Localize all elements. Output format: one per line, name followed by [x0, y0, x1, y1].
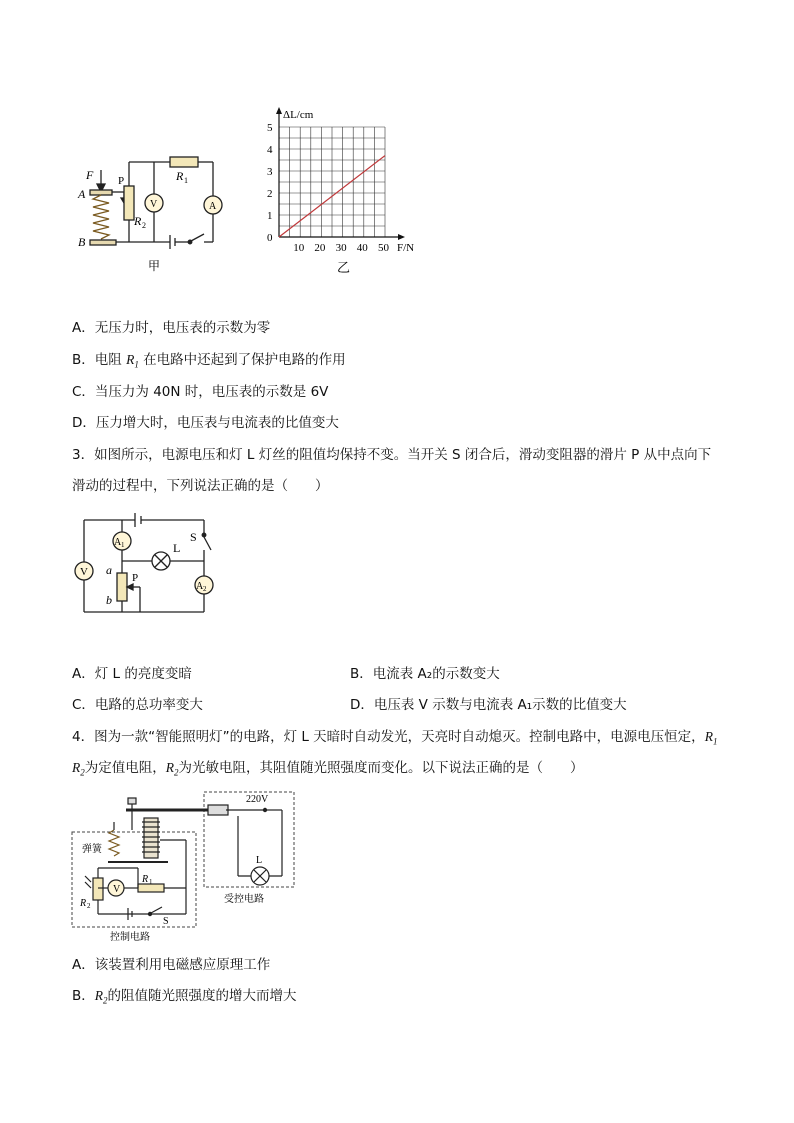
q4-stem-line1-text: 4．图为一款“智能照明灯”的电路，灯 L 天暗时自动发光，天亮时自动熄灭。控制电路中，电源电压恒定，: [72, 729, 705, 745]
q3-voltmeter-symbol: V: [80, 566, 88, 578]
y-tick-label: 1: [267, 210, 273, 222]
q3-ammeter2-symbol: A: [196, 581, 204, 592]
q3-option-c[interactable]: C．电路的总功率变大: [72, 697, 203, 713]
x-tick-label: 10: [293, 242, 305, 254]
plate-a-label: A: [78, 187, 86, 201]
y-tick-label: 0: [267, 232, 273, 244]
q3-circuit-diagram: [70, 508, 230, 623]
y-tick-label: 5: [267, 122, 273, 134]
q2-option-b-post: 在电路中还起到了保护电路的作用: [138, 352, 346, 368]
q3-stem-line1: 3．如图所示，电源电压和灯 L 灯丝的阻值均保持不变。当开关 S 闭合后，滑动变阻器的滑片 P 从中点向下: [72, 447, 712, 463]
q4-voltmeter-symbol: V: [113, 884, 121, 895]
q4-stem-line2-var1: R: [72, 760, 81, 775]
smart-light-circuit-diagram: [68, 790, 298, 945]
q3-lamp-label: L: [173, 541, 181, 555]
q3-end-a-label: a: [106, 563, 112, 577]
q4-switch-label: S: [163, 916, 169, 927]
circuit-caption: 甲: [148, 259, 161, 273]
q4-stem-line2-sub2: 2: [174, 767, 179, 778]
plate-b-label: B: [78, 235, 86, 249]
r1-label: R: [176, 169, 184, 183]
q4-option-b-pre: B．: [72, 988, 95, 1004]
slider-p-label: P: [118, 175, 125, 187]
q2-option-a[interactable]: A．无压力时，电压表的示数为零: [72, 320, 271, 336]
graph-caption: 乙: [337, 260, 351, 275]
voltmeter-symbol: V: [150, 199, 158, 210]
q3-stem-line2: 滑动的过程中，下列说法正确的是（ ）: [72, 478, 329, 494]
q4-stem-line2-sub1: 2: [80, 767, 85, 778]
q3-ammeter1-sub: 1: [121, 541, 125, 549]
q4-stem-line2-mid: 为定值电阻，: [84, 760, 166, 776]
q4-option-a[interactable]: A．该装置利用电磁感应原理工作: [72, 957, 271, 973]
q4-stem-line1-sub: 1: [712, 736, 718, 747]
y-tick-label: 4: [267, 144, 273, 156]
r2-label: R: [134, 214, 142, 228]
spring-label: 弹簧: [82, 844, 102, 855]
x-tick-label: 20: [314, 242, 326, 254]
force-label: F: [86, 168, 94, 182]
q4-stem-line2: [72, 758, 584, 783]
y-tick-label: 3: [267, 166, 273, 178]
q2-option-b-sub: 1: [134, 359, 139, 370]
q4-r1-label: R: [142, 874, 149, 885]
q3-end-b-label: b: [106, 593, 112, 607]
x-axis-label: F/N: [397, 242, 415, 254]
q4-r2-sub: 2: [87, 902, 91, 910]
x-tick-label: 50: [378, 242, 389, 254]
q4-stem-line2-post: 为光敏电阻，其阻值随光照强度而变化。以下说法正确的是（ ）: [178, 760, 584, 776]
control-circuit-caption: 控制电路: [110, 932, 150, 943]
x-tick-label: 40: [356, 242, 368, 254]
q4-lamp-label: L: [256, 855, 263, 866]
q4-option-b[interactable]: [72, 986, 297, 1011]
y-axis-arrow: [276, 107, 282, 114]
q2-option-d[interactable]: D．压力增大时，电压表与电流表的比值变大: [72, 415, 339, 431]
q4-stem-line2-var2: R: [165, 760, 174, 775]
q4-option-b-sub: 2: [103, 995, 108, 1006]
q4-stem-line1-var: R: [704, 729, 713, 744]
x-tick-label: 30: [335, 242, 347, 254]
q4-r2-label: R: [80, 898, 87, 909]
ammeter-symbol: A: [209, 201, 217, 212]
q2-option-b-var: R: [126, 352, 135, 367]
q2-option-b[interactable]: [72, 350, 346, 375]
r2-subscript: 2: [142, 221, 146, 230]
q2-option-c[interactable]: C．当压力为 40N 时，电压表的示数是 6V: [72, 384, 329, 400]
q4-stem-line1: [72, 727, 717, 752]
r1-subscript: 1: [184, 176, 188, 185]
q3-ammeter2-sub: 2: [203, 585, 207, 593]
q3-option-b[interactable]: B．电流表 A₂的示数变大: [350, 666, 500, 682]
q4-r1-sub: 1: [149, 878, 153, 886]
controlled-circuit-caption: 受控电路: [224, 894, 264, 905]
extension-force-chart: [255, 102, 425, 277]
x-axis-arrow: [398, 234, 405, 240]
q3-option-a[interactable]: A．灯 L 的亮度变暗: [72, 666, 192, 682]
q3-option-d[interactable]: D．电压表 V 示数与电流表 A₁示数的比值变大: [350, 697, 627, 713]
spring-circuit-diagram: [70, 150, 240, 275]
q2-option-b-pre: B．电阻: [72, 352, 127, 368]
q4-option-b-post: 的阻值随光照强度的增大而增大: [107, 988, 297, 1004]
q3-slider-label: P: [132, 572, 139, 584]
q3-switch-label: S: [190, 530, 197, 544]
q3-ammeter1-symbol: A: [114, 537, 122, 548]
y-axis-label: ΔL/cm: [283, 109, 314, 121]
q4-option-b-var: R: [94, 988, 104, 1003]
supply-voltage-label: 220V: [246, 794, 269, 805]
y-tick-label: 2: [267, 188, 273, 200]
